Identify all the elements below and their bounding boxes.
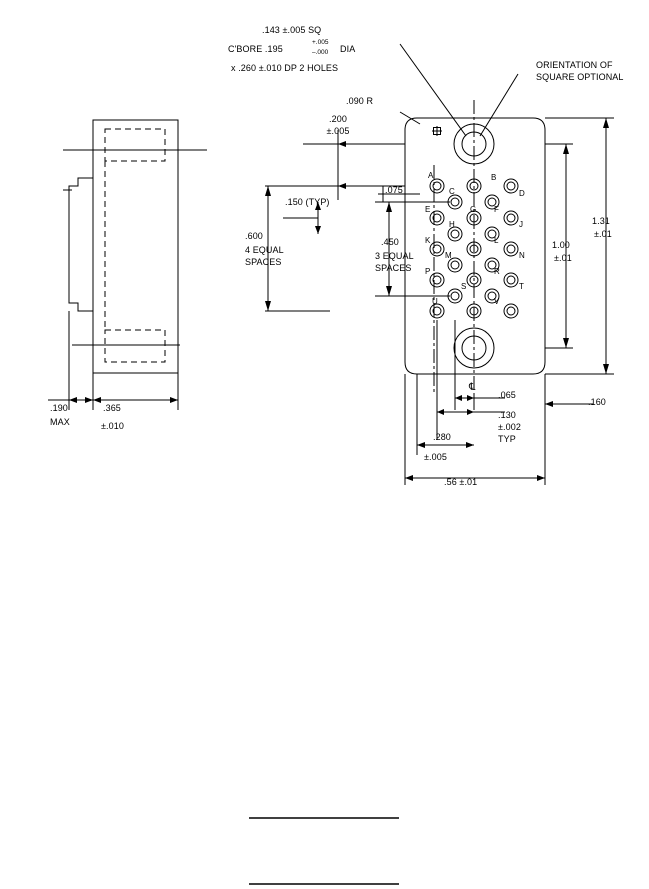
dim-200-tol: ±.005 [326, 126, 350, 136]
dim-160-label: .160 [588, 397, 606, 407]
pin-label-C: C [449, 187, 455, 196]
dim-065-label: .065 [498, 390, 516, 400]
dim-150typ-label: .150 (TYP) [285, 197, 330, 207]
note-orientation-line2: SQUARE OPTIONAL [536, 72, 624, 82]
pin-label-S: S [461, 282, 467, 291]
dim-090r-label: .090 R [346, 96, 374, 106]
pin-label-L: L [494, 236, 499, 245]
dim-450-label: .450 [381, 237, 399, 247]
centerline-symbol: ℄ [469, 382, 476, 393]
note-cbore-tol-minus: –.000 [312, 49, 329, 56]
side-hidden-lower [105, 330, 165, 362]
note-square-size: .143 ±.005 SQ [262, 25, 322, 35]
dim-56-label: .56 ±.01 [444, 477, 478, 487]
pin-label-A: A [428, 171, 434, 180]
dim-280-tol: ±.005 [424, 452, 447, 462]
dim-131-tol: ±.01 [594, 229, 612, 239]
pin-label-F: F [494, 205, 499, 214]
pin-label-M: M [445, 251, 452, 260]
pin-label-J: J [519, 220, 523, 229]
dim-200-label: .200 [329, 114, 347, 124]
dim-130-typ: TYP [498, 434, 516, 444]
pin-label-V: V [494, 297, 500, 306]
dim-365-tol: ±.010 [101, 421, 124, 431]
dim-365-label: .365 [103, 403, 121, 413]
dim-190max-line2: MAX [50, 417, 70, 427]
note-depth: x .260 ±.010 DP 2 HOLES [231, 63, 339, 73]
dim-600-line3: SPACES [245, 257, 282, 267]
side-hidden-upper [105, 129, 165, 161]
note-orientation-line1: ORIENTATION OF [536, 60, 613, 70]
pin-label-R: R [494, 267, 500, 276]
dim-100-tol: ±.01 [554, 253, 572, 263]
arrow-190-r [69, 397, 77, 403]
pin-label-P: P [425, 267, 431, 276]
side-flange-outline [69, 178, 93, 311]
dim-190max-label: .190 [50, 403, 68, 413]
dim-600-label: .600 [245, 231, 263, 241]
dim-130-tol: ±.002 [498, 422, 521, 432]
pin-label-H: H [449, 220, 455, 229]
pin-label-U: U [432, 297, 438, 306]
dim-075-label: .075 [385, 185, 403, 195]
leader-sq-note [400, 44, 466, 136]
dim-450-line2: 3 EQUAL [375, 251, 414, 261]
dim-600-line2: 4 EQUAL [245, 245, 284, 255]
pin-label-N: N [519, 251, 525, 260]
note-cbore-tol-plus: +.005 [312, 39, 329, 46]
arrow-365-r [170, 397, 178, 403]
dim-100-label: 1.00 [552, 240, 570, 250]
pin-label-E: E [425, 205, 431, 214]
note-cbore: C'BORE .195 [228, 44, 283, 54]
dim-130-label: .130 [498, 410, 516, 420]
dim-450-line3: SPACES [375, 263, 412, 273]
dim-280-label: .280 [433, 432, 451, 442]
arrow-190-l2 [85, 397, 93, 403]
pin-label-K: K [425, 236, 431, 245]
leader-orientation [480, 74, 518, 136]
pin-label-D: D [519, 189, 525, 198]
pin-label-G: G [470, 205, 477, 214]
pin-label-T: T [519, 282, 524, 291]
dim-131-label: 1.31 [592, 216, 610, 226]
pin-label-B: B [491, 173, 497, 182]
note-cbore-dia: DIA [340, 44, 356, 54]
arrow-365-l [93, 397, 101, 403]
